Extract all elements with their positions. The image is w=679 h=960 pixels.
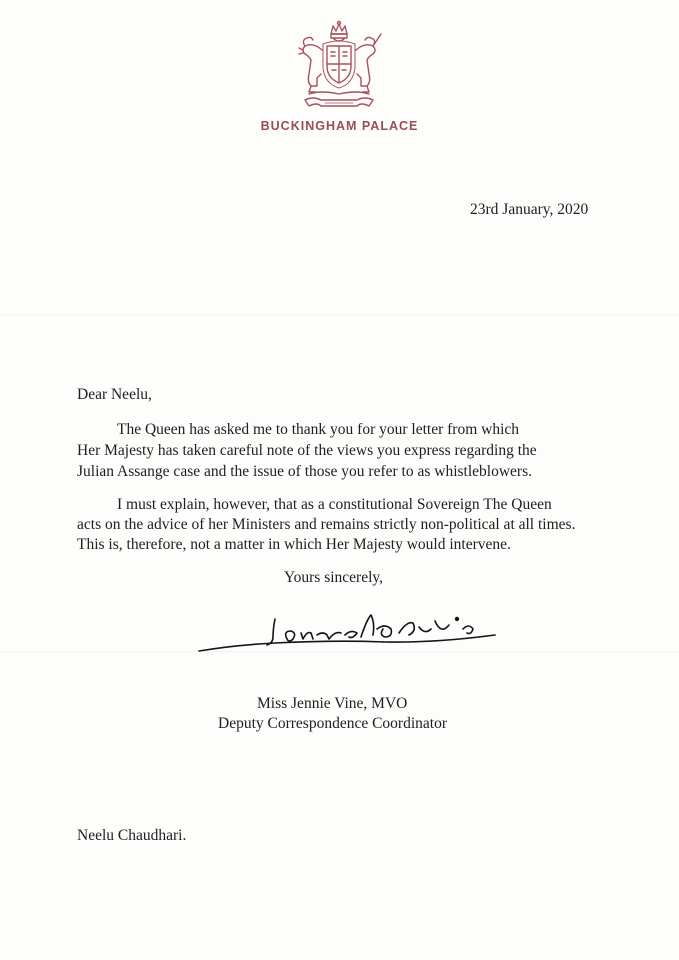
signatory-name: Miss Jennie Vine, MVO: [257, 695, 408, 712]
salutation: Dear Neelu,: [77, 386, 152, 403]
signatory-title: Deputy Correspondence Coordinator: [218, 715, 447, 732]
letterhead-title: BUCKINGHAM PALACE: [260, 119, 419, 133]
recipient-name: Neelu Chaudhari.: [77, 827, 187, 844]
body-line: The Queen has asked me to thank you for your letter from which: [117, 421, 520, 438]
body-line: Her Majesty has taken careful note of the views you express regarding the: [77, 442, 537, 459]
royal-coat-of-arms-icon: [291, 20, 387, 110]
body-line: acts on the advice of her Ministers and remains strictly non-political at all times.: [77, 516, 576, 533]
letter-date: 23rd January, 2020: [470, 201, 589, 218]
handwritten-signature: [195, 605, 530, 655]
body-line: This is, therefore, not a matter in which Her Majesty would intervene.: [77, 536, 511, 553]
body-line: Julian Assange case and the issue of those you refer to as whistleblowers.: [77, 463, 532, 480]
body-line: I must explain, however, that as a constitutional Sovereign The Queen: [117, 496, 552, 513]
paper-fold-line: [0, 314, 679, 316]
closing: Yours sincerely,: [284, 569, 384, 586]
